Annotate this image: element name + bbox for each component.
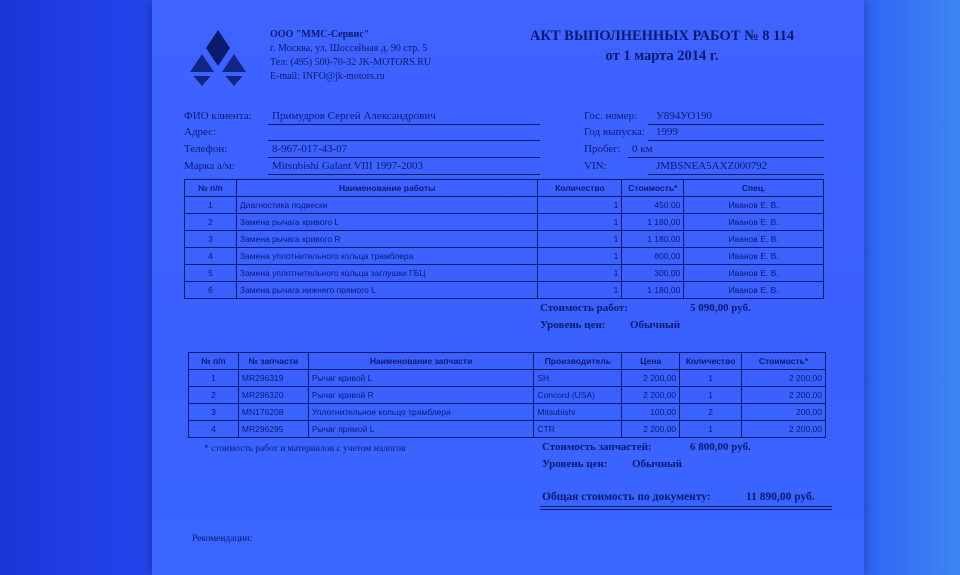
cell: MR296295 xyxy=(238,421,308,438)
parts-header-cell: № п/п xyxy=(189,353,239,370)
cell: 3 xyxy=(185,231,237,248)
fio-underline xyxy=(268,124,540,125)
parts-cost-label: Стоимость запчастей: xyxy=(542,441,652,453)
parts-price-level-label: Уровень цен: xyxy=(542,458,608,470)
parts-header-cell: Количество xyxy=(680,353,742,370)
table-row xyxy=(189,370,826,387)
address-underline xyxy=(268,140,540,141)
cell: 1 xyxy=(538,231,622,248)
client-phone-value: 8-967-017-43-07 xyxy=(272,143,348,155)
mileage-underline xyxy=(628,157,824,158)
parts-header-cell: Производитель xyxy=(534,353,622,370)
cell: Иванов Е. В. xyxy=(684,214,824,231)
document-sheet xyxy=(152,0,864,575)
plate-underline xyxy=(648,124,824,125)
parts-price-level-value: Обычный xyxy=(632,458,683,470)
table-row xyxy=(185,282,824,299)
cell: 4 xyxy=(185,248,237,265)
cell: 2 200,00 xyxy=(742,387,826,404)
cell: Mitsubishi xyxy=(534,404,622,421)
cell: 1 xyxy=(538,248,622,265)
phone-underline xyxy=(268,157,540,158)
table-row xyxy=(189,387,826,404)
cell: 2 200,00 xyxy=(742,370,826,387)
cell: 1 xyxy=(680,421,742,438)
cell: Уплотнительное кольцо трамблера xyxy=(308,404,534,421)
works-header-cell: Наименование работы xyxy=(236,180,538,197)
cell: 2 xyxy=(680,404,742,421)
company-phone: Тел: (495) 500-70-32 JK-MOTORS.RU xyxy=(270,57,432,68)
plate-value: У894УО190 xyxy=(656,110,712,122)
document-date: от 1 марта 2014 г. xyxy=(605,48,719,64)
cell: 2 200,00 xyxy=(622,370,680,387)
cell: 800,00 xyxy=(622,248,684,265)
year-label: Год выпуска: xyxy=(584,126,645,138)
cell: Concord (USA) xyxy=(534,387,622,404)
table-row xyxy=(185,197,824,214)
cell: Замена рычага нижнего прямого L xyxy=(236,282,538,299)
cell: 100,00 xyxy=(622,404,680,421)
vin-value: JMBSNEA5AXZ000792 xyxy=(656,160,768,172)
cell: Иванов Е. В. xyxy=(684,248,824,265)
cell: 4 xyxy=(189,421,239,438)
cell: 300,00 xyxy=(622,265,684,282)
cell: Иванов Е. В. xyxy=(684,282,824,299)
total-value: 11 890,00 руб. xyxy=(746,491,815,503)
table-row xyxy=(185,265,824,282)
parts-header-cell: № запчасти xyxy=(238,353,308,370)
cell: Диагностика подвески xyxy=(236,197,538,214)
cell: MR296319 xyxy=(238,370,308,387)
cell: 1 xyxy=(538,265,622,282)
parts-header-row xyxy=(189,353,826,370)
cell: 5 xyxy=(185,265,237,282)
cell: 3 xyxy=(189,404,239,421)
client-phone-label: Телефон: xyxy=(184,143,228,155)
works-cost-value: 5 090,00 руб. xyxy=(690,302,751,314)
cell: 1 xyxy=(189,370,239,387)
parts-header-cell: Цена xyxy=(622,353,680,370)
client-car-label: Марка а/м: xyxy=(184,160,235,172)
works-header-cell: № п/п xyxy=(185,180,237,197)
table-row xyxy=(185,248,824,265)
total-underline-2 xyxy=(540,509,832,510)
cell: Рычаг кривой L xyxy=(308,370,534,387)
cell: Рычаг прямой L xyxy=(308,421,534,438)
cell: 1 xyxy=(680,370,742,387)
cell: Замена уплотнительного кольца трамблера xyxy=(236,248,538,265)
company-logo-icon xyxy=(182,28,254,88)
cell: 450,00 xyxy=(622,197,684,214)
document-title: АКТ ВЫПОЛНЕННЫХ РАБОТ № 8 114 xyxy=(529,28,795,44)
mileage-value: 0 км xyxy=(632,143,653,155)
cell: 2 200,00 xyxy=(622,387,680,404)
cell: Замена рычага кривого L xyxy=(236,214,538,231)
cell: MR296320 xyxy=(238,387,308,404)
cell: 1 xyxy=(185,197,237,214)
cell: 1 xyxy=(538,282,622,299)
works-header-cell: Стоимость* xyxy=(622,180,684,197)
works-header-cell: Спец. xyxy=(684,180,824,197)
cell: 1 180,00 xyxy=(622,231,684,248)
works-price-level-value: Обычный xyxy=(630,319,681,331)
cell: Рычаг кривой R xyxy=(308,387,534,404)
document-title-block xyxy=(512,26,812,66)
total-label: Общая стоимость по документу: xyxy=(542,491,711,503)
company-info xyxy=(270,28,431,84)
plate-label: Гос. номер: xyxy=(584,110,638,122)
parts-header-cell: Стоимость* xyxy=(742,353,826,370)
cell: 200,00 xyxy=(742,404,826,421)
table-row xyxy=(189,404,826,421)
client-fio-value: Примудров Сергей Александрович xyxy=(272,110,436,122)
company-email: E-mail: INFO@jk-motors.ru xyxy=(270,71,385,82)
cell: 2 xyxy=(189,387,239,404)
cell: Иванов Е. В. xyxy=(684,265,824,282)
client-address-label: Адрес: xyxy=(184,126,217,138)
cell: Замена рычага кривого R xyxy=(236,231,538,248)
cell: Иванов Е. В. xyxy=(684,231,824,248)
table-row xyxy=(185,231,824,248)
year-value: 1999 xyxy=(656,126,678,138)
table-row xyxy=(189,421,826,438)
cell: 2 xyxy=(185,214,237,231)
recommendations-label: Рекомендации: xyxy=(192,534,253,544)
parts-header-cell: Наименование запчасти xyxy=(308,353,534,370)
background-left xyxy=(0,0,160,575)
year-underline xyxy=(648,140,824,141)
vin-label: VIN: xyxy=(584,160,607,172)
works-cost-label: Стоимость работ: xyxy=(540,302,628,314)
car-underline xyxy=(268,174,540,175)
works-header-row xyxy=(185,180,824,197)
vin-underline xyxy=(648,174,824,175)
cell: 1 180,00 xyxy=(622,214,684,231)
footnote: * стоимость работ и материалов с учетом налогов xyxy=(204,444,406,454)
client-fio-label: ФИО клиента: xyxy=(184,110,252,122)
total-underline-1 xyxy=(540,506,832,507)
cell: CTR xyxy=(534,421,622,438)
parts-cost-value: 6 800,00 руб. xyxy=(690,441,751,453)
parts-table xyxy=(188,352,826,438)
cell: Иванов Е. В. xyxy=(684,197,824,214)
company-address: г. Москва, ул. Шоссейная д. 90 стр. 5 xyxy=(270,43,428,54)
cell: 1 180,00 xyxy=(622,282,684,299)
mileage-label: Пробег: xyxy=(584,143,621,155)
works-price-level-label: Уровень цен: xyxy=(540,319,606,331)
works-table xyxy=(184,179,824,299)
cell: 2 200,00 xyxy=(622,421,680,438)
cell: SH xyxy=(534,370,622,387)
cell: 1 xyxy=(680,387,742,404)
cell: 2 200,00 xyxy=(742,421,826,438)
cell: Замена уплотнительного кольца заглушки ГБЦ xyxy=(236,265,538,282)
table-row xyxy=(185,214,824,231)
cell: MN176208 xyxy=(238,404,308,421)
client-car-value: Mitsubishi Galant VIII 1997-2003 xyxy=(272,160,424,172)
cell: 1 xyxy=(538,197,622,214)
company-name: ООО "ММС-Сервис" xyxy=(270,29,370,40)
cell: 1 xyxy=(538,214,622,231)
cell: 6 xyxy=(185,282,237,299)
works-header-cell: Количество xyxy=(538,180,622,197)
